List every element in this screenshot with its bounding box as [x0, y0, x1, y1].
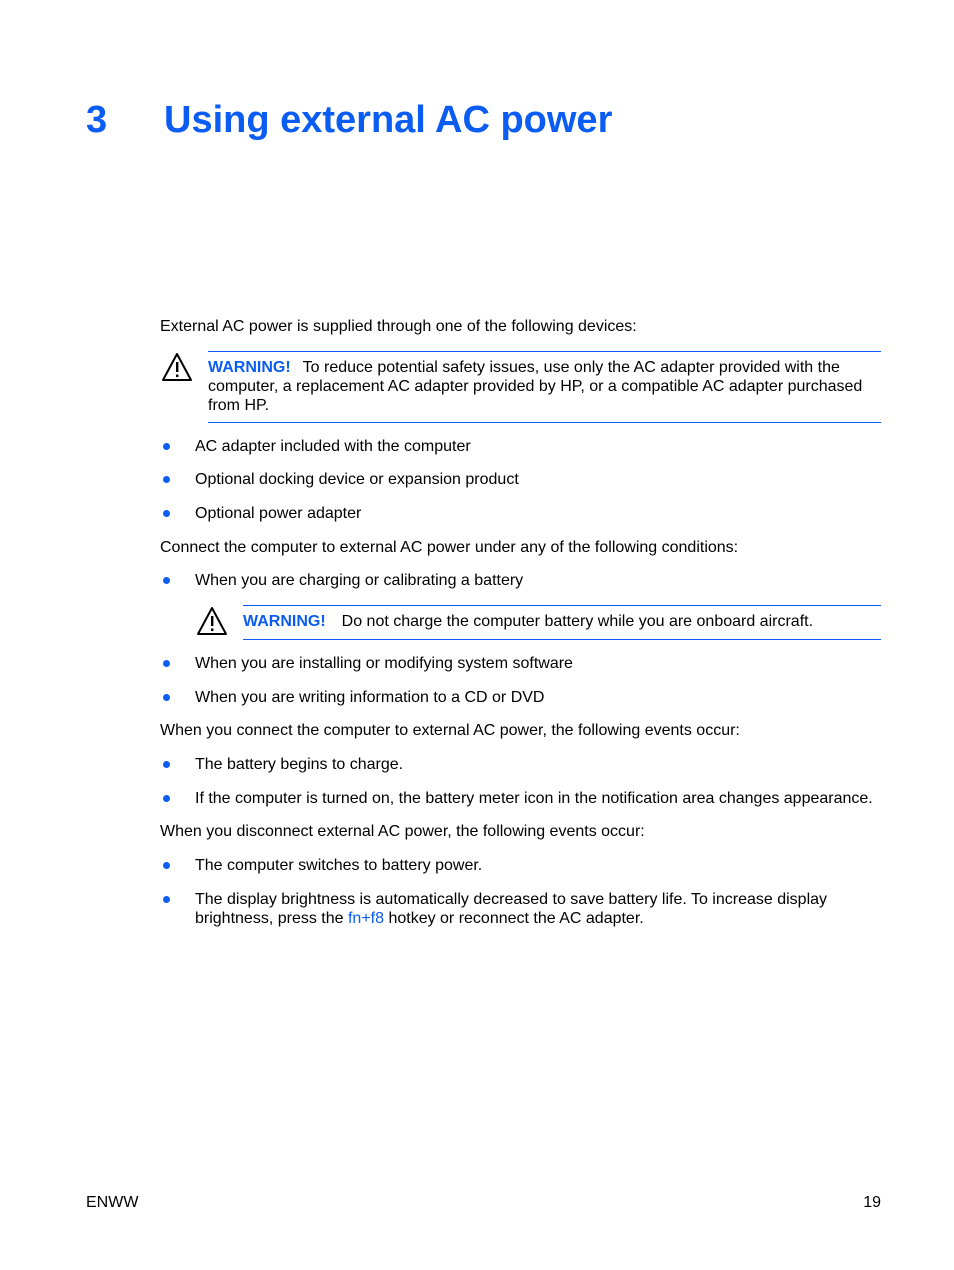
list-item-text: Optional docking device or expansion product: [195, 471, 519, 488]
page-number: 19: [863, 1194, 881, 1211]
list-item-text: When you are charging or calibrating a battery: [195, 572, 524, 589]
list-item-text: [195, 890, 850, 928]
list-item: [160, 755, 882, 774]
warning-triangle-icon: [161, 352, 193, 382]
brightness-text-after: hotkey or reconnect the AC adapter.: [384, 910, 644, 927]
list-item: [160, 890, 850, 928]
list-item: [160, 688, 882, 707]
intro-paragraph: External AC power is supplied through one of the following devices:: [160, 318, 637, 335]
brightness-text-before: The display brightness is automatically decreased to save battery life. To increase display brightness, press the: [195, 891, 828, 927]
warning-box-1: [208, 351, 881, 423]
bullet-dot-icon: [163, 761, 170, 768]
warning-box-2: [243, 605, 881, 640]
list-item-text: The battery begins to charge.: [195, 756, 404, 773]
warning-1-content: [208, 352, 881, 415]
warning-2-label: WARNING!: [243, 613, 326, 630]
bullet-dot-icon: [163, 577, 170, 584]
list-item: [160, 789, 882, 808]
list-item: [160, 470, 882, 489]
bullet-dot-icon: [163, 862, 170, 869]
list-item: [160, 571, 882, 590]
list-item-text: If the computer is turned on, the battery meter icon in the notification area changes appearance.: [195, 790, 873, 807]
list-item-text: AC adapter included with the computer: [195, 438, 471, 455]
list-item-text: The computer switches to battery power.: [195, 857, 483, 874]
warning-2-content: [243, 606, 881, 631]
bullet-dot-icon: [163, 510, 170, 517]
fn-f8-hotkey-link[interactable]: fn+f8: [347, 910, 384, 927]
list-item-text: When you are installing or modifying system software: [195, 655, 573, 672]
list-item-text: When you are writing information to a CD or DVD: [195, 689, 545, 706]
bullet-dot-icon: [163, 694, 170, 701]
warning-1-label: WARNING!: [208, 359, 291, 376]
warning-triangle-icon: [196, 606, 228, 636]
conditions-intro: Connect the computer to external AC power under any of the following conditions:: [160, 539, 739, 556]
list-item: [160, 504, 882, 523]
bullet-dot-icon: [163, 660, 170, 667]
bullet-dot-icon: [163, 896, 170, 903]
list-item-text: Optional power adapter: [195, 505, 362, 522]
warning-1-text: To reduce potential safety issues, use only the AC adapter provided with the computer, a replacement AC adapter provided by HP, or a compatible AC adapter purchased from HP.: [208, 359, 863, 414]
warning-2-text: Do not charge the computer battery while you are onboard aircraft.: [341, 613, 814, 630]
bullet-dot-icon: [163, 795, 170, 802]
footer-left: ENWW: [86, 1194, 139, 1211]
bullet-dot-icon: [163, 476, 170, 483]
bullet-dot-icon: [163, 443, 170, 450]
connect-intro: When you connect the computer to external AC power, the following events occur:: [160, 722, 740, 739]
chapter-number: 3: [86, 99, 108, 141]
list-item: [160, 437, 882, 456]
disconnect-intro: When you disconnect external AC power, the following events occur:: [160, 823, 645, 840]
list-item: [160, 654, 882, 673]
chapter-title: Using external AC power: [164, 99, 613, 141]
list-item: [160, 856, 882, 875]
